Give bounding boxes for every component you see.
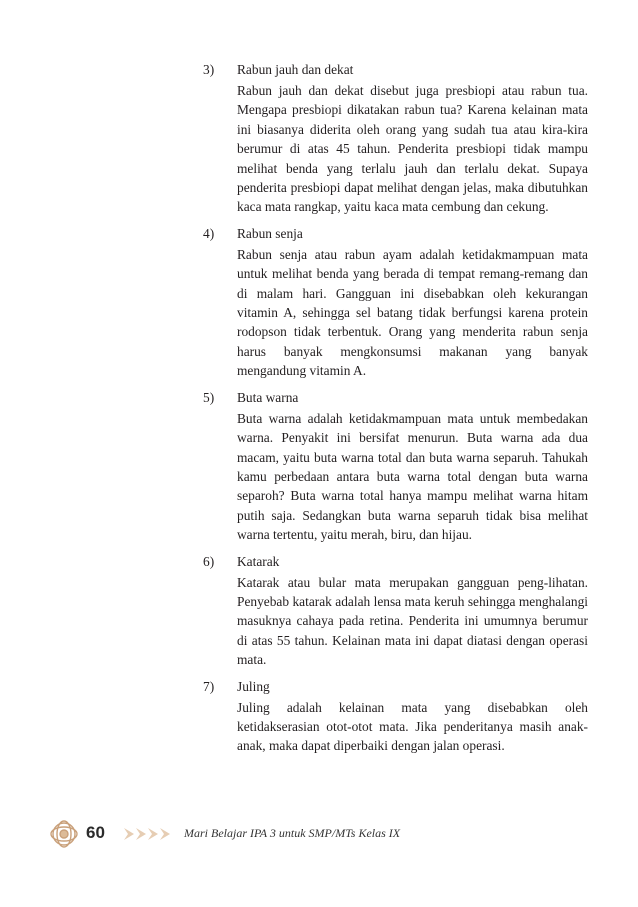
item-number: 7) — [203, 678, 215, 694]
list-item — [203, 60, 588, 217]
item-heading — [203, 677, 588, 696]
item-paragraph: Juling adalah kelainan mata yang disebabkan oleh ketidakserasian otot-otot mata. Jika penderitanya masih anak-anak, maka dapat diperbaiki dengan jalan operasi. — [237, 699, 588, 754]
page-footer — [0, 818, 638, 850]
item-heading — [203, 60, 588, 79]
item-paragraph: Buta warna adalah ketidakmampuan mata untuk membedakan warna. Penyakit ini bersifat menurun. Buta warna ada dua macam, yaitu buta warna total dan buta warna separuh. Tahukah kamu perbedaan antara buta warna total dengan buta warna separoh? Buta warna total hanya mampu melihat warna hitam putih saja. Sedangkan buta warna separuh tidak bisa melihat warna tertentu, yaitu merah, biru, dan hijau. — [237, 410, 588, 543]
item-title: Buta warna — [237, 389, 299, 405]
item-paragraph: Rabun senja atau rabun ayam adalah ketidakmampuan mata untuk melihat benda yang berada di tempat remang-remang dan di malam hari. Gangguan ini disebabkan oleh kekurangan vitamin A, sehingga sel batang tidak berfungsi karena protein rodopson tidak terbentuk. Orang yang menderita rabun senja harus banyak mengkonsumsi makanan yang banyak mengandung vitamin A. — [237, 246, 588, 379]
item-title: Juling — [237, 678, 270, 694]
item-paragraph: Katarak atau bular mata merupakan gangguan peng-lihatan. Penyebab katarak adalah lensa mata keruh sehingga menghalangi masuknya cahaya pada retina. Penderita ini umumnya berumur di atas 55 tahun. Kelainan mata ini dapat diatasi dengan operasi mata. — [237, 574, 588, 668]
item-title: Rabun jauh dan dekat — [237, 62, 354, 77]
item-number: 3) — [203, 62, 215, 77]
item-number: 6) — [203, 553, 215, 569]
item-heading — [203, 388, 588, 407]
list-item — [203, 552, 588, 670]
list-item — [203, 677, 588, 756]
item-title: Rabun senja — [237, 225, 303, 241]
item-number: 4) — [203, 225, 215, 241]
page-number: 60 — [86, 823, 105, 842]
item-title: Katarak — [237, 553, 280, 569]
list-item — [203, 388, 588, 545]
arrows-decoration-icon — [124, 826, 180, 842]
item-heading — [203, 552, 588, 571]
item-paragraph: Rabun jauh dan dekat disebut juga presbiopi atau rabun tua. Mengapa presbiopi dikatakan rabun tua? Karena kelainan mata ini biasanya diderita oleh orang yang sudah tua atau kira-kira berumur di atas 45 tahun. Penderita presbiopi tidak mampu melihat benda yang terlalu jauh dan terlalu dekat. Supaya penderita presbiopi dapat melihat dengan jelas, maka dibutuhkan kaca mata rangkap, yaitu kaca mata cembung dan cekung. — [237, 83, 588, 215]
page-content — [203, 60, 588, 763]
book-title: Mari Belajar IPA 3 untuk SMP/MTs Kelas IX — [184, 826, 401, 840]
item-number: 5) — [203, 389, 215, 405]
item-heading — [203, 224, 588, 243]
list-item — [203, 224, 588, 381]
